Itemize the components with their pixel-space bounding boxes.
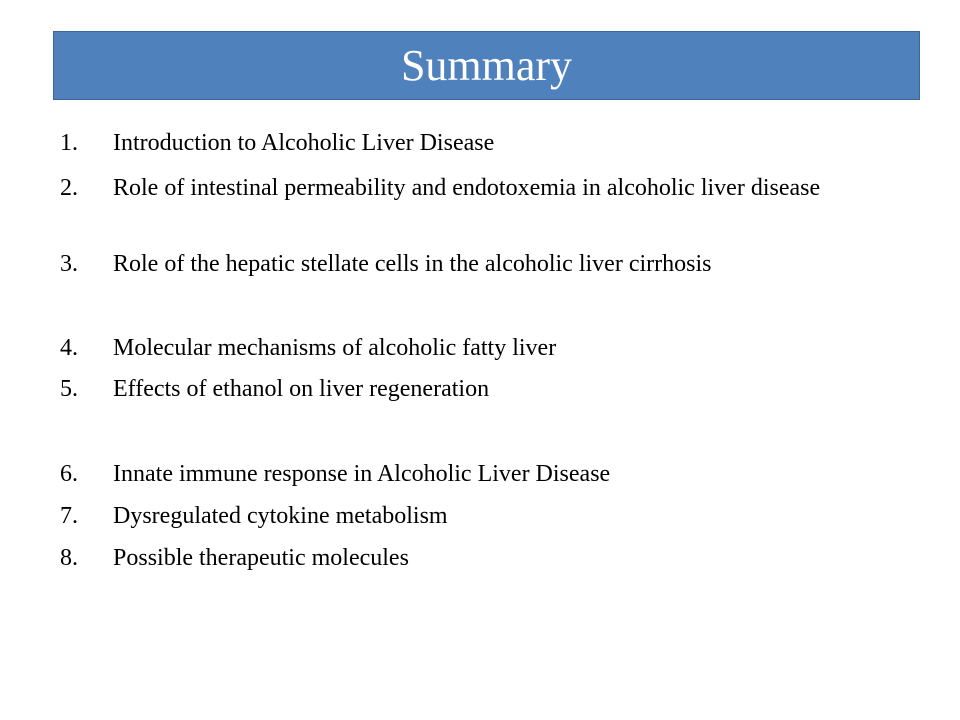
item-number: 1.: [60, 130, 78, 156]
item-number: 3.: [60, 251, 78, 277]
list-item: [60, 128, 900, 159]
item-text: Role of the hepatic stellate cells in the alcoholic liver cirrhosis: [113, 251, 712, 277]
item-number: 2.: [60, 175, 78, 201]
slide-title: Summary: [400, 40, 573, 90]
list-item: [60, 333, 900, 364]
item-number: 6.: [60, 461, 78, 487]
item-text: Possible therapeutic molecules: [113, 545, 409, 571]
item-number: 4.: [60, 335, 78, 361]
title-bar: [53, 31, 920, 100]
list-item: [60, 249, 900, 280]
item-text: Effects of ethanol on liver regeneration: [113, 376, 490, 402]
item-text: Role of intestinal permeability and endotoxemia in alcoholic liver disease: [113, 175, 821, 201]
list-item: [60, 501, 900, 532]
list-item: [60, 374, 900, 405]
list-item: [60, 173, 900, 204]
item-text: Innate immune response in Alcoholic Liver Disease: [113, 461, 611, 487]
list-item: [60, 459, 900, 490]
list-item: [60, 543, 900, 574]
item-number: 8.: [60, 545, 78, 571]
item-text: Dysregulated cytokine metabolism: [113, 503, 448, 529]
item-number: 7.: [60, 503, 78, 529]
item-text: Introduction to Alcoholic Liver Disease: [113, 130, 495, 156]
item-number: 5.: [60, 376, 78, 402]
item-text: Molecular mechanisms of alcoholic fatty liver: [113, 335, 557, 361]
